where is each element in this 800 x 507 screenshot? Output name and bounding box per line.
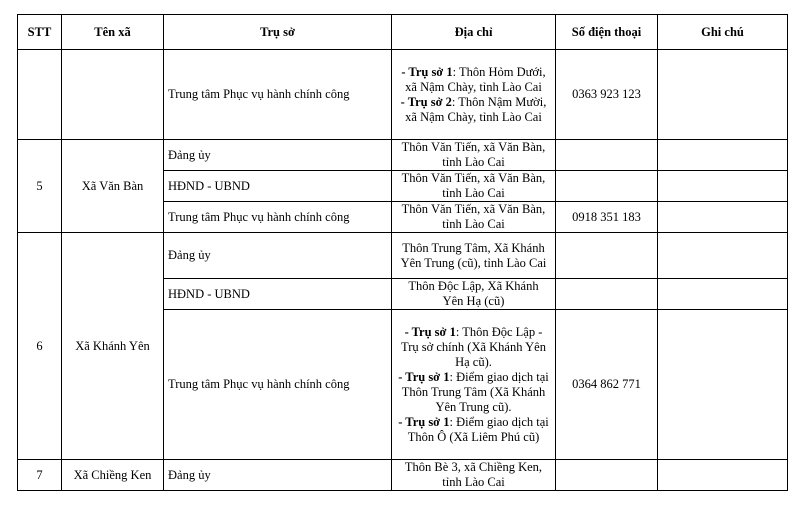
dia-chi-cell bbox=[392, 310, 556, 460]
phone-cell: 0364 862 771 bbox=[556, 310, 658, 460]
tru-so-cell: Đảng ủy bbox=[164, 233, 392, 279]
phone-cell bbox=[556, 460, 658, 491]
ten-xa-cell: Xã Chiềng Ken bbox=[62, 460, 164, 491]
stt-cell: 7 bbox=[18, 460, 62, 491]
ghi-chu-cell bbox=[658, 202, 788, 233]
ghi-chu-cell bbox=[658, 233, 788, 279]
header-stt: STT bbox=[18, 15, 62, 50]
header-row bbox=[18, 15, 788, 50]
header-ten-xa: Tên xã bbox=[62, 15, 164, 50]
stt-cell bbox=[18, 50, 62, 140]
address-line: - Trụ sở 1: Thôn Hỏm Dưới, xã Nậm Chày, tỉnh Lào Cai bbox=[401, 64, 546, 94]
table-row bbox=[18, 460, 788, 491]
header-ghi-chu: Ghi chú bbox=[658, 15, 788, 50]
ghi-chu-cell bbox=[658, 171, 788, 202]
dia-chi-cell: Thôn Văn Tiến, xã Văn Bàn, tỉnh Lào Cai bbox=[392, 171, 556, 202]
phone-cell: 0918 351 183 bbox=[556, 202, 658, 233]
phone-cell bbox=[556, 233, 658, 279]
tru-so-cell: Trung tâm Phục vụ hành chính công bbox=[164, 50, 392, 140]
ten-xa-cell bbox=[62, 50, 164, 140]
phone-cell bbox=[556, 171, 658, 202]
dia-chi-cell: Thôn Văn Tiến, xã Văn Bàn, tỉnh Lào Cai bbox=[392, 140, 556, 171]
tru-so-cell: HĐND - UBND bbox=[164, 279, 392, 310]
table-row bbox=[18, 140, 788, 171]
stt-cell: 5 bbox=[18, 140, 62, 233]
dia-chi-cell: Thôn Bè 3, xã Chiềng Ken, tỉnh Lào Cai bbox=[392, 460, 556, 491]
header-tru-so: Trụ sở bbox=[164, 15, 392, 50]
header-dia-chi: Địa chỉ bbox=[392, 15, 556, 50]
office-table bbox=[17, 14, 788, 491]
tru-so-cell: Đảng ủy bbox=[164, 140, 392, 171]
ghi-chu-cell bbox=[658, 140, 788, 171]
address-line: - Trụ sở 1: Thôn Độc Lập - Trụ sở chính (Xã Khánh Yên Hạ cũ). bbox=[401, 324, 546, 369]
dia-chi-cell: Thôn Độc Lập, Xã Khánh Yên Hạ (cũ) bbox=[392, 279, 556, 310]
address-line: - Trụ sở 1: Điểm giao dịch tại Thôn Ô (Xã Liêm Phú cũ) bbox=[398, 414, 549, 444]
tru-so-cell: HĐND - UBND bbox=[164, 171, 392, 202]
phone-cell bbox=[556, 279, 658, 310]
dia-chi-cell: Thôn Trung Tâm, Xã Khánh Yên Trung (cũ), tỉnh Lào Cai bbox=[392, 233, 556, 279]
header-so-dien-thoai: Số điện thoại bbox=[556, 15, 658, 50]
address-line: - Trụ sở 2: Thôn Nậm Mười, xã Nậm Chày, tỉnh Lào Cai bbox=[400, 94, 547, 124]
table-row bbox=[18, 233, 788, 279]
dia-chi-cell bbox=[392, 50, 556, 140]
tru-so-cell: Đảng ủy bbox=[164, 460, 392, 491]
address-line: - Trụ sở 1: Điểm giao dịch tại Thôn Trung Tâm (Xã Khánh Yên Trung cũ). bbox=[398, 369, 549, 414]
dia-chi-cell: Thôn Văn Tiến, xã Văn Bàn, tỉnh Lào Cai bbox=[392, 202, 556, 233]
table-row bbox=[18, 50, 788, 140]
ten-xa-cell: Xã Văn Bàn bbox=[62, 140, 164, 233]
tru-so-cell: Trung tâm Phục vụ hành chính công bbox=[164, 310, 392, 460]
ghi-chu-cell bbox=[658, 460, 788, 491]
stt-cell: 6 bbox=[18, 233, 62, 460]
ghi-chu-cell bbox=[658, 50, 788, 140]
ten-xa-cell: Xã Khánh Yên bbox=[62, 233, 164, 460]
phone-cell: 0363 923 123 bbox=[556, 50, 658, 140]
phone-cell bbox=[556, 140, 658, 171]
ghi-chu-cell bbox=[658, 279, 788, 310]
ghi-chu-cell bbox=[658, 310, 788, 460]
tru-so-cell: Trung tâm Phục vụ hành chính công bbox=[164, 202, 392, 233]
